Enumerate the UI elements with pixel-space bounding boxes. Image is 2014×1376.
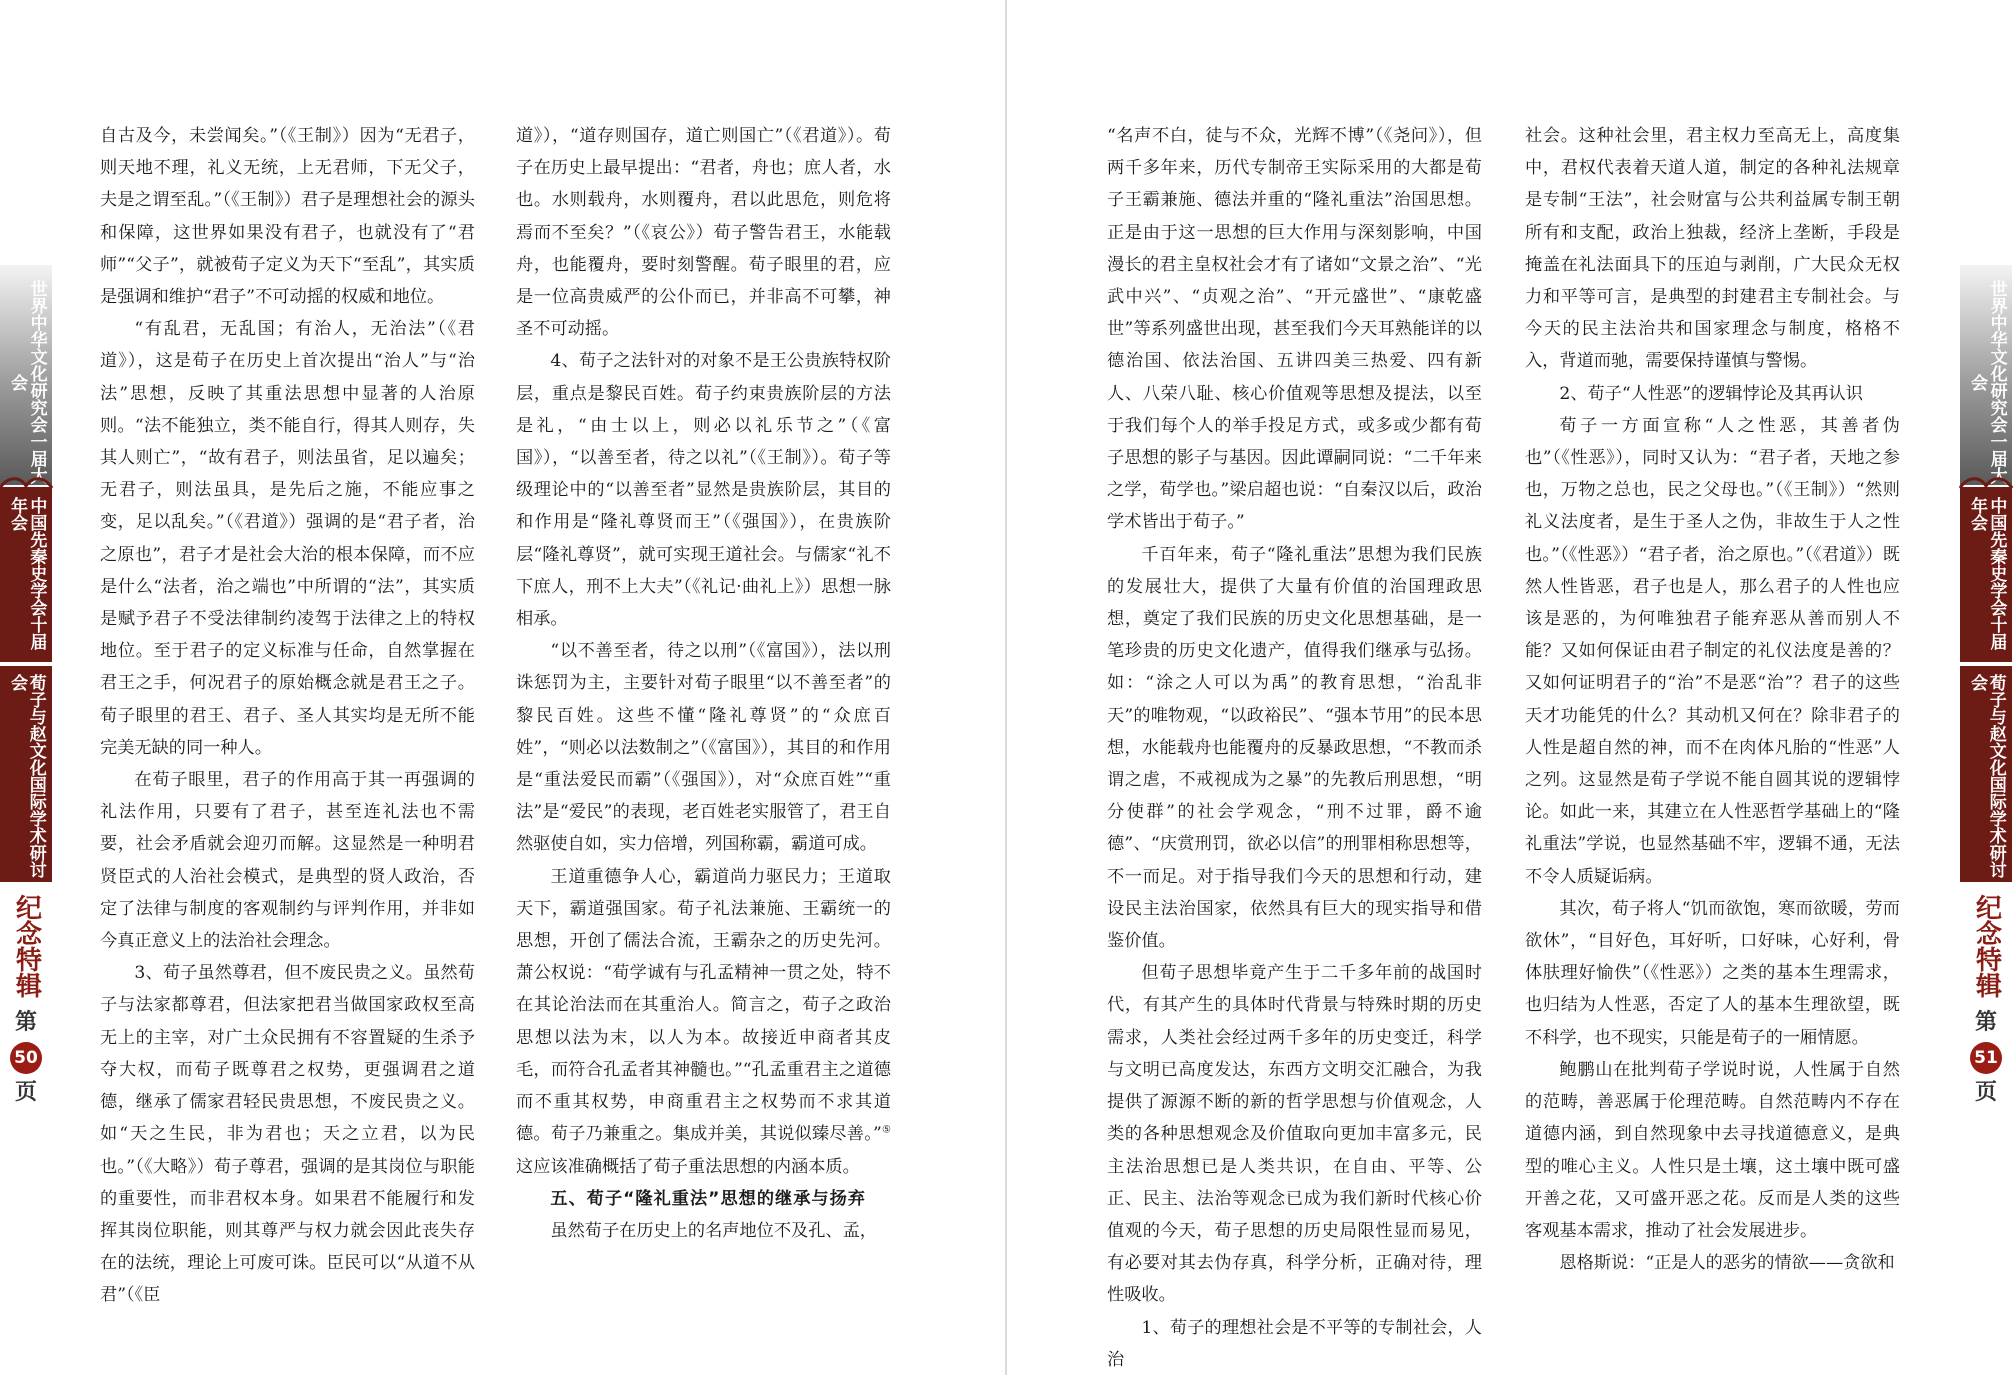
left-tab-special-label bbox=[0, 890, 52, 1000]
footnote-mark: ⑤ bbox=[881, 1124, 891, 1136]
paragraph: 自古及今，未尝闻矣。”（《王制》）因为“无君子，则天地不理，礼义无统，上无君师，下无父子，夫是之谓至乱。”（《王制》）君子是理想社会的源头和保障，这世界如果没有君子，也就没有了“君师”“父子”，就被荀子定义为天下“至乱”，其实质是强调和维护“君子”不可动摇的权威和地位。 bbox=[100, 126, 475, 308]
paragraph: 但荀子思想毕竟产生于二千多年前的战国时代，有其产生的具体时代背景与特殊时期的历史需求，人类社会经过两千多年的历史变迁，科学与文明已高度发达，东西方文明交汇融合，为我提供了源源不断的新的哲学思想与价值观念，人类的各种思想观念及价值取向更加丰富多元，民主法治思想已是人类共识，在自由、平等、公正、民主、法治等观念已成为我们新时代核心价值观的今天，荀子思想的历史局限性显而易见，有必要对其去伪存真，科学分析，正确对待，理性吸收。 bbox=[1107, 963, 1482, 1306]
left-tab-org-title-text: 世界中华文化研究会一届大会 bbox=[7, 280, 47, 484]
paragraph: 千百年来，荀子“隆礼重法”思想为我们民族的发展壮大，提供了大量有价值的治国理政思想，奠定了我们民族的历史文化思想基础，是一笔珍贵的历史文化遗产，值得我们继承与弘扬。如：“涂之人可以为禹”的教育思想，“治乱非天”的唯物观，“以政裕民”、“强本节用”的民本思想，水能载舟也能覆舟的反暴政思想，“不教而杀谓之虐，不戒视成为之暴”的先教后刑思想，“明分使群”的社会学观念，“刑不过罪，爵不逾德”、“庆赏刑罚，欲必以信”的刑罪相称思想等，不一而足。对于指导我们今天的思想和行动，建设民主法治国家，依然具有巨大的现实指导和借鉴价值。 bbox=[1107, 544, 1482, 952]
page51-column-1 bbox=[1107, 120, 1482, 1370]
section-heading: 五、荀子“隆礼重法”思想的继承与扬弃 bbox=[550, 1188, 866, 1209]
paragraph: 鲍鹏山在批判荀子学说时说，人性属于自然的范畴，善恶属于伦理范畴。自然范畴内不存在道德内涵，到自然现象中去寻找道德意义，是典型的唯心主义。人性只是土壤，这土壤中既可盛开善之花，又可盛开恶之花。反而是人类的这些客观基本需求，推动了社会发展进步。 bbox=[1525, 1059, 1900, 1241]
paragraph: “名声不白，徒与不众，光辉不博”（《尧问》），但两千多年来，历代专制帝王实际采用的大都是荀子王霸兼施、德法并重的“隆礼重法”治国思想。正是由于这一思想的巨大作用与深刻影响，中国漫长的君主皇权社会才有了诸如“文景之治”、“光武中兴”、“贞观之治”、“开元盛世”、“康乾盛世”等系列盛世出现，甚至我们今天耳熟能详的以德治国、依法治国、五讲四美三热爱、四有新人、八荣八耻、核心价值观等思想及提法，以至于我们每个人的举手投足方式，或多或少都有荀子思想的影子与基因。因此谭嗣同说：“二千年来之学，荀学也。”梁启超也说：“自秦汉以后，政治学术皆出于荀子。” bbox=[1107, 126, 1482, 533]
left-tab-symposium-title-text: 荀子与赵文化国际学术研讨会 bbox=[7, 674, 46, 878]
right-tab-org-title bbox=[1960, 265, 2012, 485]
left-page-number: 50 bbox=[10, 1042, 42, 1074]
right-tab-special-label bbox=[1960, 890, 2012, 1000]
subsection-heading: 2、荀子“人性恶”的逻辑悖论及其再认识 bbox=[1559, 383, 1863, 404]
right-tab-org-title-text: 世界中华文化研究会一届大会 bbox=[1967, 280, 2007, 484]
right-page-number: 51 bbox=[1970, 1042, 2002, 1074]
right-page-suffix: 页 bbox=[1974, 1080, 1997, 1105]
right-tab-special-label-text: 纪念特辑 bbox=[1971, 894, 2002, 998]
paragraph: 3、荀子虽然尊君，但不废民贵之义。虽然荀子与法家都尊君，但法家把君当做国家政权至高无上的主宰，对广土众民拥有不容置疑的生杀予夺大权，而荀子既尊君之权势，更强调君之道德，继承了儒家君轻民贵思想，不废民贵之义。如“天之生民，非为君也；天之立君，以为民也。”（《大略》）荀子尊君，强调的是其岗位与职能的重要性，而非君权本身。如果君不能履行和发挥其岗位职能，则其尊严与权力就会因此丧失存在的法统，理论上可废可诛。臣民可以“从道不从君”（《臣 bbox=[100, 963, 475, 1306]
left-page-prefix: 第 bbox=[14, 1010, 37, 1035]
paragraph bbox=[516, 861, 891, 1183]
paragraph: 道》），“道存则国存，道亡则国亡”（《君道》）。荀子在历史上最早提出：“君者，舟也；庶人者，水也。水则载舟，水则覆舟，君以此思危，则危将焉而不至矣？”（《哀公》）荀子警告君王，水能载舟，也能覆舟，要时刻警醒。荀子眼里的君，应是一位高贵威严的公仆而已，并非高不可攀，神圣不可动摇。 bbox=[516, 126, 891, 340]
paragraph: 其次，荀子将人“饥而欲饱，寒而欲暖，劳而欲休”，“目好色，耳好听，口好味，心好利，骨体肤理好愉佚”（《性恶》）之类的基本生理需求，也归结为人性恶，否定了人的基本生理欲望，既不科学，也不现实，只能是荀子的一厢情愿。 bbox=[1525, 898, 1900, 1048]
paragraph: 虽然荀子在历史上的名声地位不及孔、孟， bbox=[550, 1220, 877, 1241]
page50-column-1 bbox=[100, 120, 475, 1320]
right-tab-conf-title bbox=[1960, 487, 2012, 662]
paragraph: “有乱君，无乱国；有治人，无治法”（《君道》），这是荀子在历史上首次提出“治人”与“治法”思想，反映了其重法思想中显著的人治原则。“法不能独立，类不能自行，得其人则存，失其人则亡”，“故有君子，则法虽省，足以遍矣；无君子，则法虽具，是先后之施，不能应事之变，足以乱矣。”（《君道》）强调的是“君子者，治之原也”，君子才是社会大治的根本保障，而不应是什么“法者，治之端也”中所谓的“法”，其实质是赋予君子不受法律制约凌驾于法律之上的特权地位。至于君子的定义标准与任命，自然掌握在君王之手，何况君子的原始概念就是君王之子。荀子眼里的君王、君子、圣人其实均是无所不能完美无缺的同一种人。 bbox=[100, 319, 475, 758]
right-tab-symposium-title-text: 荀子与赵文化国际学术研讨会 bbox=[1967, 674, 2006, 878]
left-side-tab bbox=[0, 0, 52, 1375]
left-tab-conf-title-text: 中国先秦史学会十届年会 bbox=[7, 497, 47, 650]
paragraph: 1、荀子的理想社会是不平等的专制社会，人治 bbox=[1107, 1317, 1482, 1370]
right-tab-symposium-title bbox=[1960, 664, 2012, 882]
paragraph-tail: 这应该准确概括了荀子重法思想的内涵本质。 bbox=[516, 1156, 860, 1177]
paragraph: “以不善至者，待之以刑”（《富国》），法以刑诛惩罚为主，主要针对荀子眼里“以不善至者”的黎民百姓。这些不懂“隆礼尊贤”的“众庶百姓”，“则必以法数制之”（《富国》），其目的和作用是“重法爱民而霸”（《强国》），对“众庶百姓”“重法”是“爱民”的表现，老百姓老实服管了，君王自然驱使自如，实力倍增，列国称霸，霸道可成。 bbox=[516, 641, 891, 855]
left-tab-org-title bbox=[0, 265, 52, 485]
page-fold bbox=[1005, 0, 1007, 1375]
right-page-prefix: 第 bbox=[1974, 1010, 1997, 1035]
right-tab-conf-title-text: 中国先秦史学会十届年会 bbox=[1967, 497, 2007, 650]
paragraph: 在荀子眼里，君子的作用高于其一再强调的礼法作用，只要有了君子，甚至连礼法也不需要，社会矛盾就会迎刃而解。这显然是一种明君贤臣式的人治社会模式，是典型的贤人政治，否定了法律与制度的客观制约与评判作用，并非如今真正意义上的法治社会理念。 bbox=[100, 770, 475, 952]
paragraph: 社会。这种社会里，君主权力至高无上，高度集中，君权代表着天道人道，制定的各种礼法规章是专制“王法”，社会财富与公共利益属专制王朝所有和支配，政治上独裁，经济上垄断，手段是掩盖在礼法面具下的压迫与剥削，广大民众无权力和平等可言，是典型的封建君主专制社会。与今天的民主法治共和国家理念与制度，格格不入，背道而驰，需要保持谨慎与警惕。 bbox=[1525, 126, 1900, 372]
right-side-tab bbox=[1960, 0, 2012, 1375]
paragraph: 4、荀子之法针对的对象不是王公贵族特权阶层，重点是黎民百姓。荀子约束贵族阶层的方法是礼，“由士以上，则必以礼乐节之”（《富国》），“以善至者，待之以礼”（《王制》）。荀子等级理论中的“以善至者”显然是贵族阶层，其目的和作用是“隆礼尊贤而王”（《强国》），在贵族阶层“隆礼尊贤”，就可实现王道社会。与儒家“礼不下庶人，刑不上大夫”（《礼记·曲礼上》）思想一脉相承。 bbox=[516, 351, 891, 630]
paragraph: 荀子一方面宣称“人之性恶，其善者伪也”（《性恶》），同时又认为：“君子者，天地之参也，万物之总也，民之父母也。”（《王制》）“然则礼义法度者，是生于圣人之伪，非故生于人之性也。”（《性恶》）“君子者，治之原也。”（《君道》）既然人性皆恶，君子也是人，那么君子的人性也应该是恶的，为何唯独君子能弃恶从善而别人不能？又如何保证由君子制定的礼仪法度是善的？又如何证明君子的“治”不是恶“治”？君子的这些天才功能凭的什么？其动机又何在？除非君子的人性是超自然的神，而不在肉体凡胎的“性恶”人之列。这显然是荀子学说不能自圆其说的逻辑悖论。如此一来，其建立在人性恶哲学基础上的“隆礼重法”学说，也显然基础不牢，逻辑不通，无法不令人质疑诟病。 bbox=[1525, 415, 1900, 887]
left-tab-special-label-text: 纪念特辑 bbox=[11, 894, 42, 998]
left-tab-conf-title bbox=[0, 487, 52, 662]
right-page-indicator bbox=[1960, 1010, 2012, 1130]
paragraph-text: 王道重德争人心，霸道尚力驱民力；王道取天下，霸道强国家。荀子礼法兼施、王霸统一的思想，开创了儒法合流，王霸杂之的历史先河。萧公权说：“荀学诚有与孔孟精神一贯之处，特不在其论治法而在其重治人。简言之，荀子之政治思想以法为末，以人为本。故接近申商者其皮毛，而符合孔孟者其神髓也。”“孔孟重君主之道德而不重其权势，申商重君主之权势而不求其道德。荀子乃兼重之。集成并美，其说似臻尽善。” bbox=[516, 866, 891, 1145]
page51-column-2 bbox=[1525, 120, 1900, 1320]
left-tab-symposium-title bbox=[0, 664, 52, 882]
left-page-indicator bbox=[0, 1010, 52, 1130]
paragraph: 恩格斯说：“正是人的恶劣的情欲——贪欲和 bbox=[1559, 1253, 1895, 1274]
page50-column-2 bbox=[516, 120, 891, 1320]
left-page-suffix: 页 bbox=[14, 1080, 37, 1105]
